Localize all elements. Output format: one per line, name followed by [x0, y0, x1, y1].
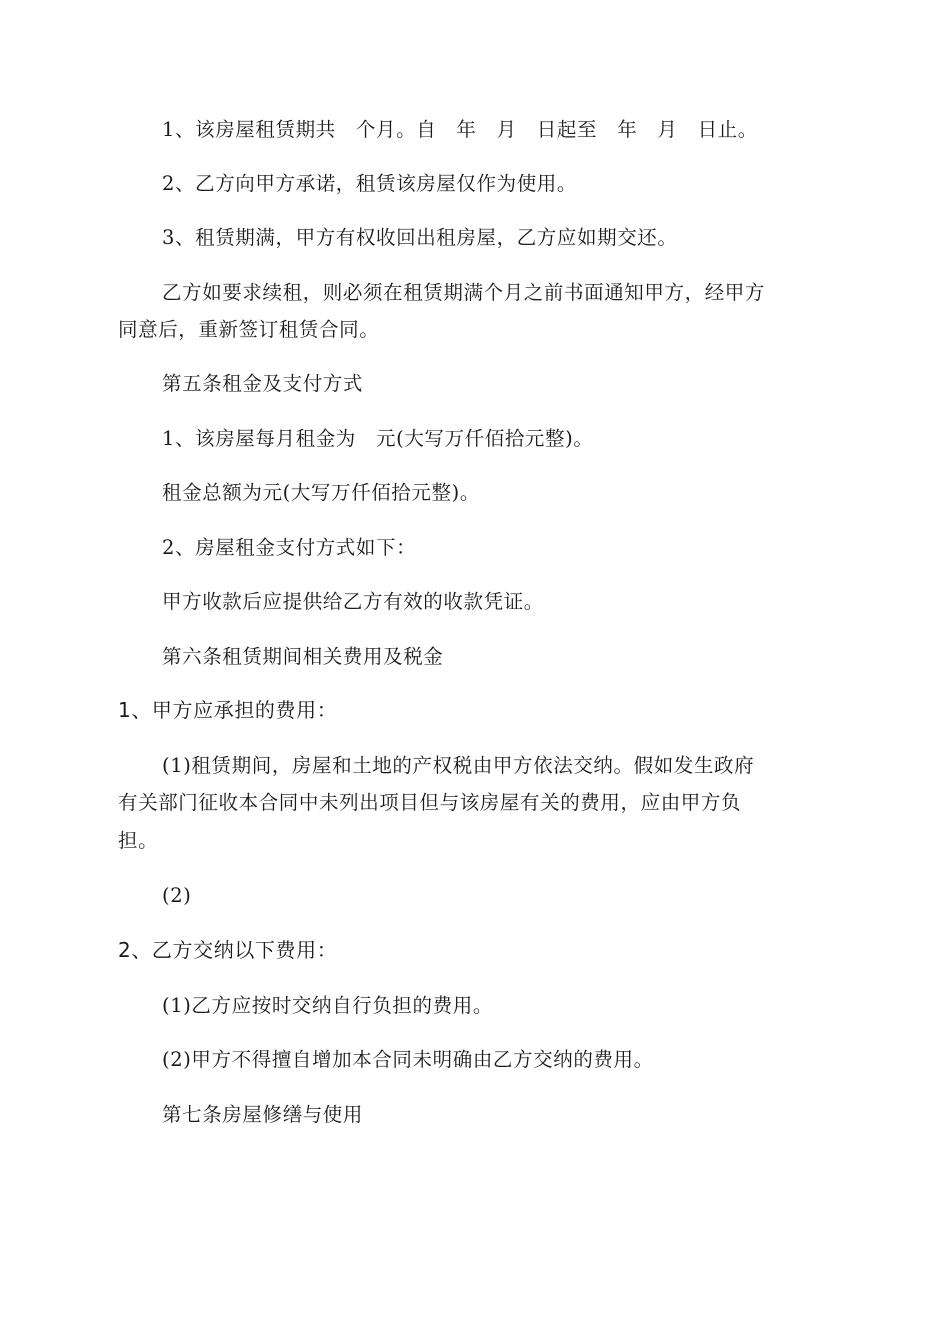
party-b-fee-item-1: (1)乙方应按时交纳自行负担的费用。 — [162, 994, 493, 1017]
party-a-fees-heading: 1、甲方应承担的费用： — [118, 698, 338, 722]
total-rent-clause: 租金总额为元(大写万仟佰拾元整)。 — [162, 481, 480, 504]
renewal-paragraph-line-2: 同意后，重新签订租赁合同。 — [118, 318, 380, 341]
monthly-rent-clause: 1、该房屋每月租金为 元(大写万仟佰拾元整)。 — [162, 427, 594, 450]
renewal-paragraph-line-1: 乙方如要求续租，则必须在租赁期满个月之前书面通知甲方，经甲方 — [162, 281, 766, 304]
lease-expiry-clause: 3、租赁期满，甲方有权收回出租房屋，乙方应如期交还。 — [162, 226, 678, 249]
article-5-heading: 第五条租金及支付方式 — [162, 372, 364, 395]
party-a-fee-item-1-line-3: 担。 — [118, 829, 159, 852]
party-a-fee-item-2: (2) — [162, 884, 192, 907]
party-b-fees-heading: 2、乙方交纳以下费用： — [118, 938, 338, 962]
article-6-heading: 第六条租赁期间相关费用及税金 — [162, 645, 444, 668]
receipt-clause: 甲方收款后应提供给乙方有效的收款凭证。 — [162, 590, 544, 613]
payment-method-clause: 2、房屋租金支付方式如下： — [162, 536, 417, 559]
party-a-fee-item-1-line-1: (1)租赁期间，房屋和土地的产权税由甲方依法交纳。假如发生政府 — [162, 754, 755, 777]
usage-promise-clause: 2、乙方向甲方承诺，租赁该房屋仅作为使用。 — [162, 172, 578, 195]
article-7-heading: 第七条房屋修缮与使用 — [162, 1103, 364, 1126]
lease-term-clause: 1、该房屋租赁期共 个月。自 年 月 日起至 年 月 日止。 — [162, 118, 758, 141]
party-b-fee-item-2: (2)甲方不得擅自增加本合同未明确由乙方交纳的费用。 — [162, 1048, 654, 1071]
party-a-fee-item-1-line-2: 有关部门征收本合同中未列出项目但与该房屋有关的费用，应由甲方负 — [118, 791, 742, 814]
